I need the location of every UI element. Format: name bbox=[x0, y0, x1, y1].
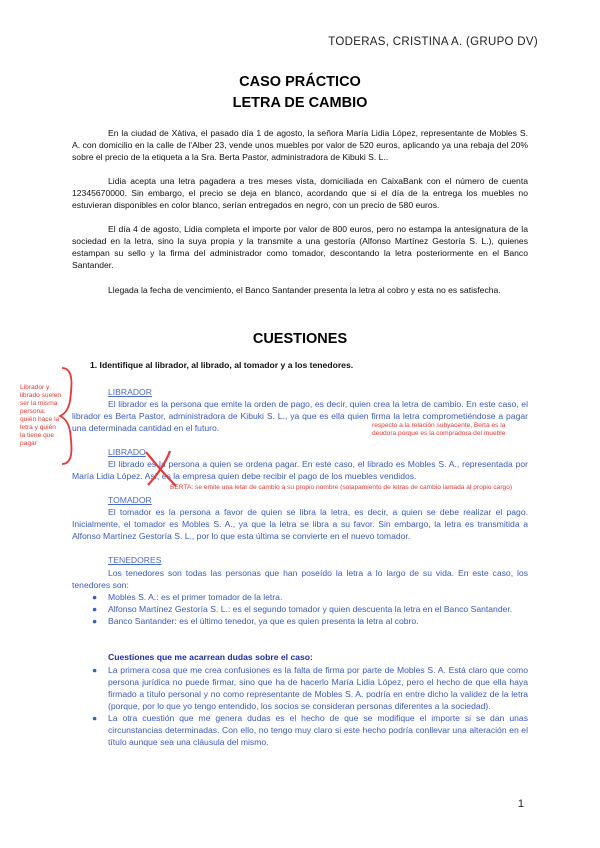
list-item: ● La otra cuestión que me genera dudas es el hecho de que se modifique el importe si se dan unas circunstancias determinadas. Con ello, no tengo muy claro si este hecho podría conllevar una alteración en el título aunque sea una cláusula del mismo. bbox=[92, 713, 528, 747]
tomador-text-block bbox=[72, 506, 528, 542]
tomador-text: El tomador es la persona a favor de quien se libra la letra, es decir, a quien se debe realizar el pago. Inicialmente, el tomador es Mobles S. A., ya que la letra se libra a su favor. Sin embargo, la letra es transmitida a Alfonso Martínez Gestoría S. L., por lo que esta última se convierte en el nuevo tomador. bbox=[72, 507, 528, 541]
tomador-heading: TOMADOR bbox=[108, 495, 152, 505]
duda-item-2: La otra cuestión que me genera dudas es el hecho de que se modifique el importe si se dan unas circunstancias determinadas. Con ello, no tengo muy claro si este hecho podría conllevar una alteración en el título aunque sea una cláusula del mismo. bbox=[108, 713, 528, 747]
paragraph-1 bbox=[72, 127, 528, 163]
red-cross-mark bbox=[140, 448, 182, 488]
tenedores-text: Los tenedores son todas las personas que han poseído la letra a lo largo de su vida. En este caso, los tenedores son: bbox=[72, 568, 528, 590]
berta-annotation: BERTA: se emite una letar de cambio a su propio nombre (solapamiento de letras de cambio lamada al propio cargo) bbox=[170, 484, 513, 491]
page-header: TODERAS, CRISTINA A. (GRUPO DV) bbox=[328, 36, 538, 48]
paragraph-3-text: El día 4 de agosto, Lidia completa el importe por valor de 800 euros, pero no estampa la antesignatura de la sociedad en la letra, sino la suya propia y la transmite a una gestoría (Alfonso Martínez Gestoría S. L.), quienes estampan su sello y la firma del administrador como tomador, descontando la letra posteriormente en el Banco Santander. bbox=[72, 224, 528, 270]
librado-text: El librado es la persona a quien se ordena pagar. En este caso, el librado es Mobles S. A., representada por María Lidia López. Así, es la empresa quien debe recibir el pago de los muebles vendidos. bbox=[72, 459, 528, 481]
tenedor-item-1: Mobles S. A.: es el primer tomador de la letra. bbox=[108, 592, 283, 602]
list-item: ● Mobles S. A.: es el primer tomador de la letra. bbox=[92, 592, 283, 602]
question-1: 1. Identifique al librador, al librado, al tomador y a los tenedores. bbox=[90, 360, 354, 370]
tenedores-heading: TENEDORES bbox=[108, 555, 162, 565]
librador-heading: LIBRADOR bbox=[108, 387, 152, 397]
paragraph-3 bbox=[72, 223, 528, 271]
paragraph-2-text: Lidia acepta una letra pagadera a tres meses vista, domiciliada en CaixaBank con el número de cuenta 12345670000. Sin embargo, el precio se deja en blanco, acordando que si el día de la entrega los muebles no estuvieran disponibles en color blanco, serían entregados en negro, con un precio de 580 euros. bbox=[72, 176, 528, 210]
duda-item-1: La primera cosa que me crea confusiones es la falta de firma por parte de Mobles S. A. Está claro que como persona jurídica no puede firmar, sino que ha de hacerlo María Lidia López, pero el hecho de que ella haya firmado a título personal y no como representante de Mobles S. A. podría en entre dicho la validez de la letra (porque, por lo que yo tengo entendido, los socios se consideran personas diferentes a la sociedad). bbox=[108, 665, 528, 711]
paragraph-4-text: Llegada la fecha de vencimiento, el Banco Santander presenta la letra al cobro y esta no es satisfecha. bbox=[108, 285, 501, 295]
side-annotation: Librador y librado suelen ser la misma persona: quién hace la letra y quién la tiene que pagar bbox=[20, 384, 62, 447]
list-item: ● Alfonso Martínez Gestoría S. L.: es el segundo tomador y quien descuenta la letra en el Banco Santander. bbox=[92, 604, 513, 614]
librador-text: El librador es la persona que emite la orden de pago, es decir, quien crea la letra de cambio. En este caso, el librador es Berta Pastor, administradora de Kibuki S. L., ya que es ella quien firma la letra comprometiéndose a pagar una determinada cantidad en el futuro. bbox=[72, 399, 528, 433]
tenedor-item-3: Banco Santander: es el último tenedor, ya que es quien presenta la letra al cobro. bbox=[108, 616, 419, 626]
cuestiones-title: CUESTIONES bbox=[252, 331, 348, 347]
tenedores-list bbox=[72, 591, 528, 627]
document-title: CASO PRÁCTICO bbox=[239, 74, 361, 90]
tenedor-item-2: Alfonso Martínez Gestoría S. L.: es el segundo tomador y quien descuenta la letra en el Banco Santander. bbox=[108, 604, 513, 614]
tenedores-text-block bbox=[72, 567, 528, 591]
librado-heading: LIBRADO bbox=[108, 447, 146, 457]
dudas-list bbox=[72, 664, 528, 748]
librador-annotation: respecto a la relación subyacente, Berta es la deudora porque es la compradora del mueble bbox=[372, 422, 506, 437]
page-number: 1 bbox=[517, 798, 524, 810]
paragraph-2 bbox=[72, 175, 528, 211]
list-item: ● Banco Santander: es el último tenedor, ya que es quien presenta la letra al cobro. bbox=[92, 616, 419, 626]
paragraph-4 bbox=[72, 284, 528, 296]
paragraph-1-text: En la ciudad de Xàtiva, el pasado día 1 de agosto, la señora María Lidia López, representante de Mobles S. A. con domicilio en la calle de l'Alber 23, vende unos muebles por valor de 520 euros, aplicando ya una rebaja del 20% sobre el precio de la etiqueta a la Sra. Berta Pastor, administradora de Kibuki S. L.. bbox=[72, 128, 528, 162]
document-subtitle: LETRA DE CAMBIO bbox=[232, 95, 368, 111]
list-item: ● La primera cosa que me crea confusiones es la falta de firma por parte de Mobles S. A. Está claro que como persona jurídica no puede firmar, sino que ha de hacerlo María Lidia López, pero el hecho de que ella haya firmado a título personal y no como representante de Mobles S. A. podría en entre dicho la validez de la letra (porque, por lo que yo tengo entendido, los socios se consideran personas diferentes a la sociedad). bbox=[92, 665, 528, 711]
dudas-heading: Cuestiones que me acarrean dudas sobre el caso: bbox=[108, 652, 313, 662]
